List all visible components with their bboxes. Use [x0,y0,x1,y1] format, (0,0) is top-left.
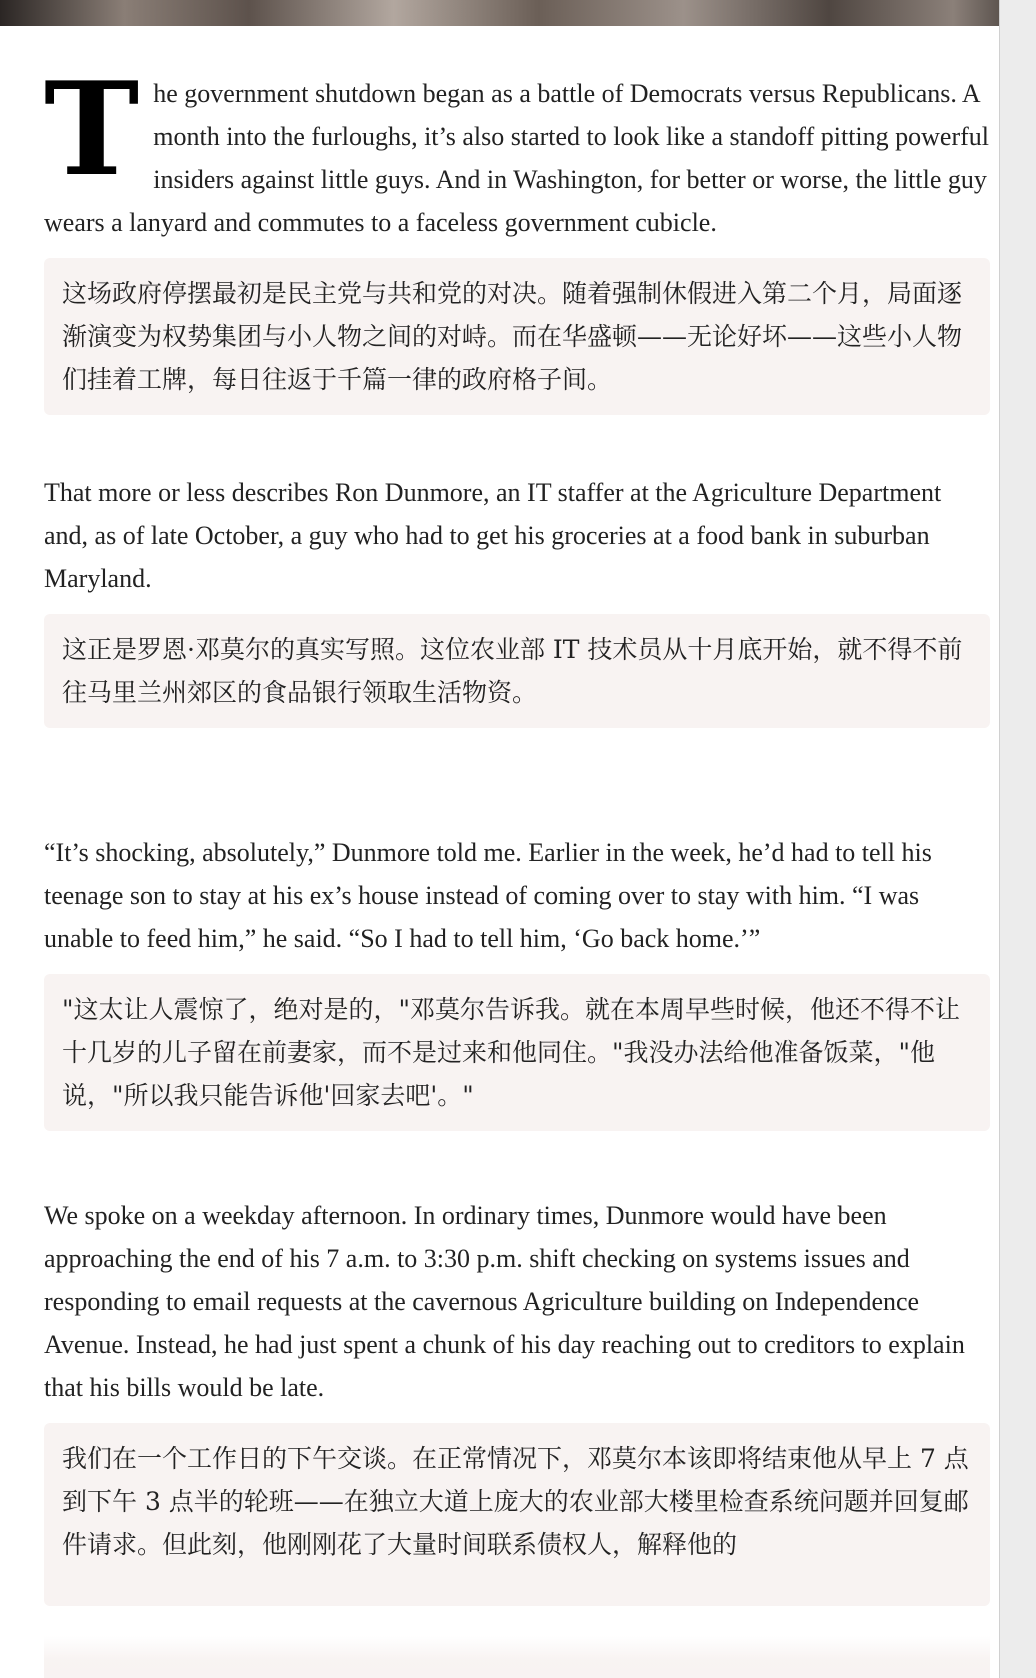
paragraph-1-translation: 这场政府停摆最初是民主党与共和党的对决。随着强制休假进入第二个月，局面逐渐演变为权势集团与小人物之间的对峙。而在华盛顿——无论好坏——这些小人物们挂着工牌，每日往返于千篇一律的政府格子间。 [62,279,963,394]
translation-box-2 [44,614,990,728]
paragraph-3-english: “It’s shocking, absolutely,” Dunmore told me. Earlier in the week, he’d had to tell his teenage son to stay at his ex’s house instead of coming over to stay with him. “I was unable to feed him,” he said. “So I had to tell him, ‘Go back home.’” [44,838,932,953]
paragraph-3-translation: "这太让人震惊了，绝对是的，"邓莫尔告诉我。就在本周早些时候，他还不得不让十几岁的儿子留在前妻家，而不是过来和他同住。"我没办法给他准备饭菜，"他说，"所以我只能告诉他'回家去吧'。" [62,995,961,1110]
paragraph-1-english [44,55,990,244]
translation-box-4 [44,1423,990,1606]
translation-box-1 [44,258,990,415]
paragraph-4-translation: 我们在一个工作日的下午交谈。在正常情况下，邓莫尔本该即将结束他从早上 7 点到下午 3 点半的轮班——在独立大道上庞大的农业部大楼里检查系统问题并回复邮件请求。但此刻，他刚刚花了大量时间联系债权人，解释他的 [62,1444,969,1559]
truncation-fade [44,1636,990,1678]
paragraph-1-text: he government shutdown began as a battle of Democrats versus Republicans. A month into the furloughs, it’s also started to look like a standoff pitting powerful insiders against little guys. And in Washington, for better or worse, the little guy wears a lanyard and commutes to a faceless government cubicle. [44,79,989,237]
translation-box-3 [44,974,990,1131]
article-body [44,55,990,1606]
paragraph-4-english: We spoke on a weekday afternoon. In ordinary times, Dunmore would have been approaching the end of his 7 a.m. to 3:30 p.m. shift checking on systems issues and responding to email requests at the cavernous Agriculture building on Independence Avenue. Instead, he had just spent a chunk of his day reaching out to creditors to explain that his bills would be late. [44,1201,965,1402]
scrollbar-gutter [999,0,1036,1678]
paragraph-2-translation: 这正是罗恩·邓莫尔的真实写照。这位农业部 IT 技术员从十月底开始，就不得不前往马里兰州郊区的食品银行领取生活物资。 [62,635,963,707]
drop-cap: T [44,55,140,205]
paragraph-2-english: That more or less describes Ron Dunmore, an IT staffer at the Agriculture Department and, as of late October, a guy who had to get his groceries at a food bank in suburban Maryland. [44,478,942,593]
header-photo-strip [0,0,1036,26]
